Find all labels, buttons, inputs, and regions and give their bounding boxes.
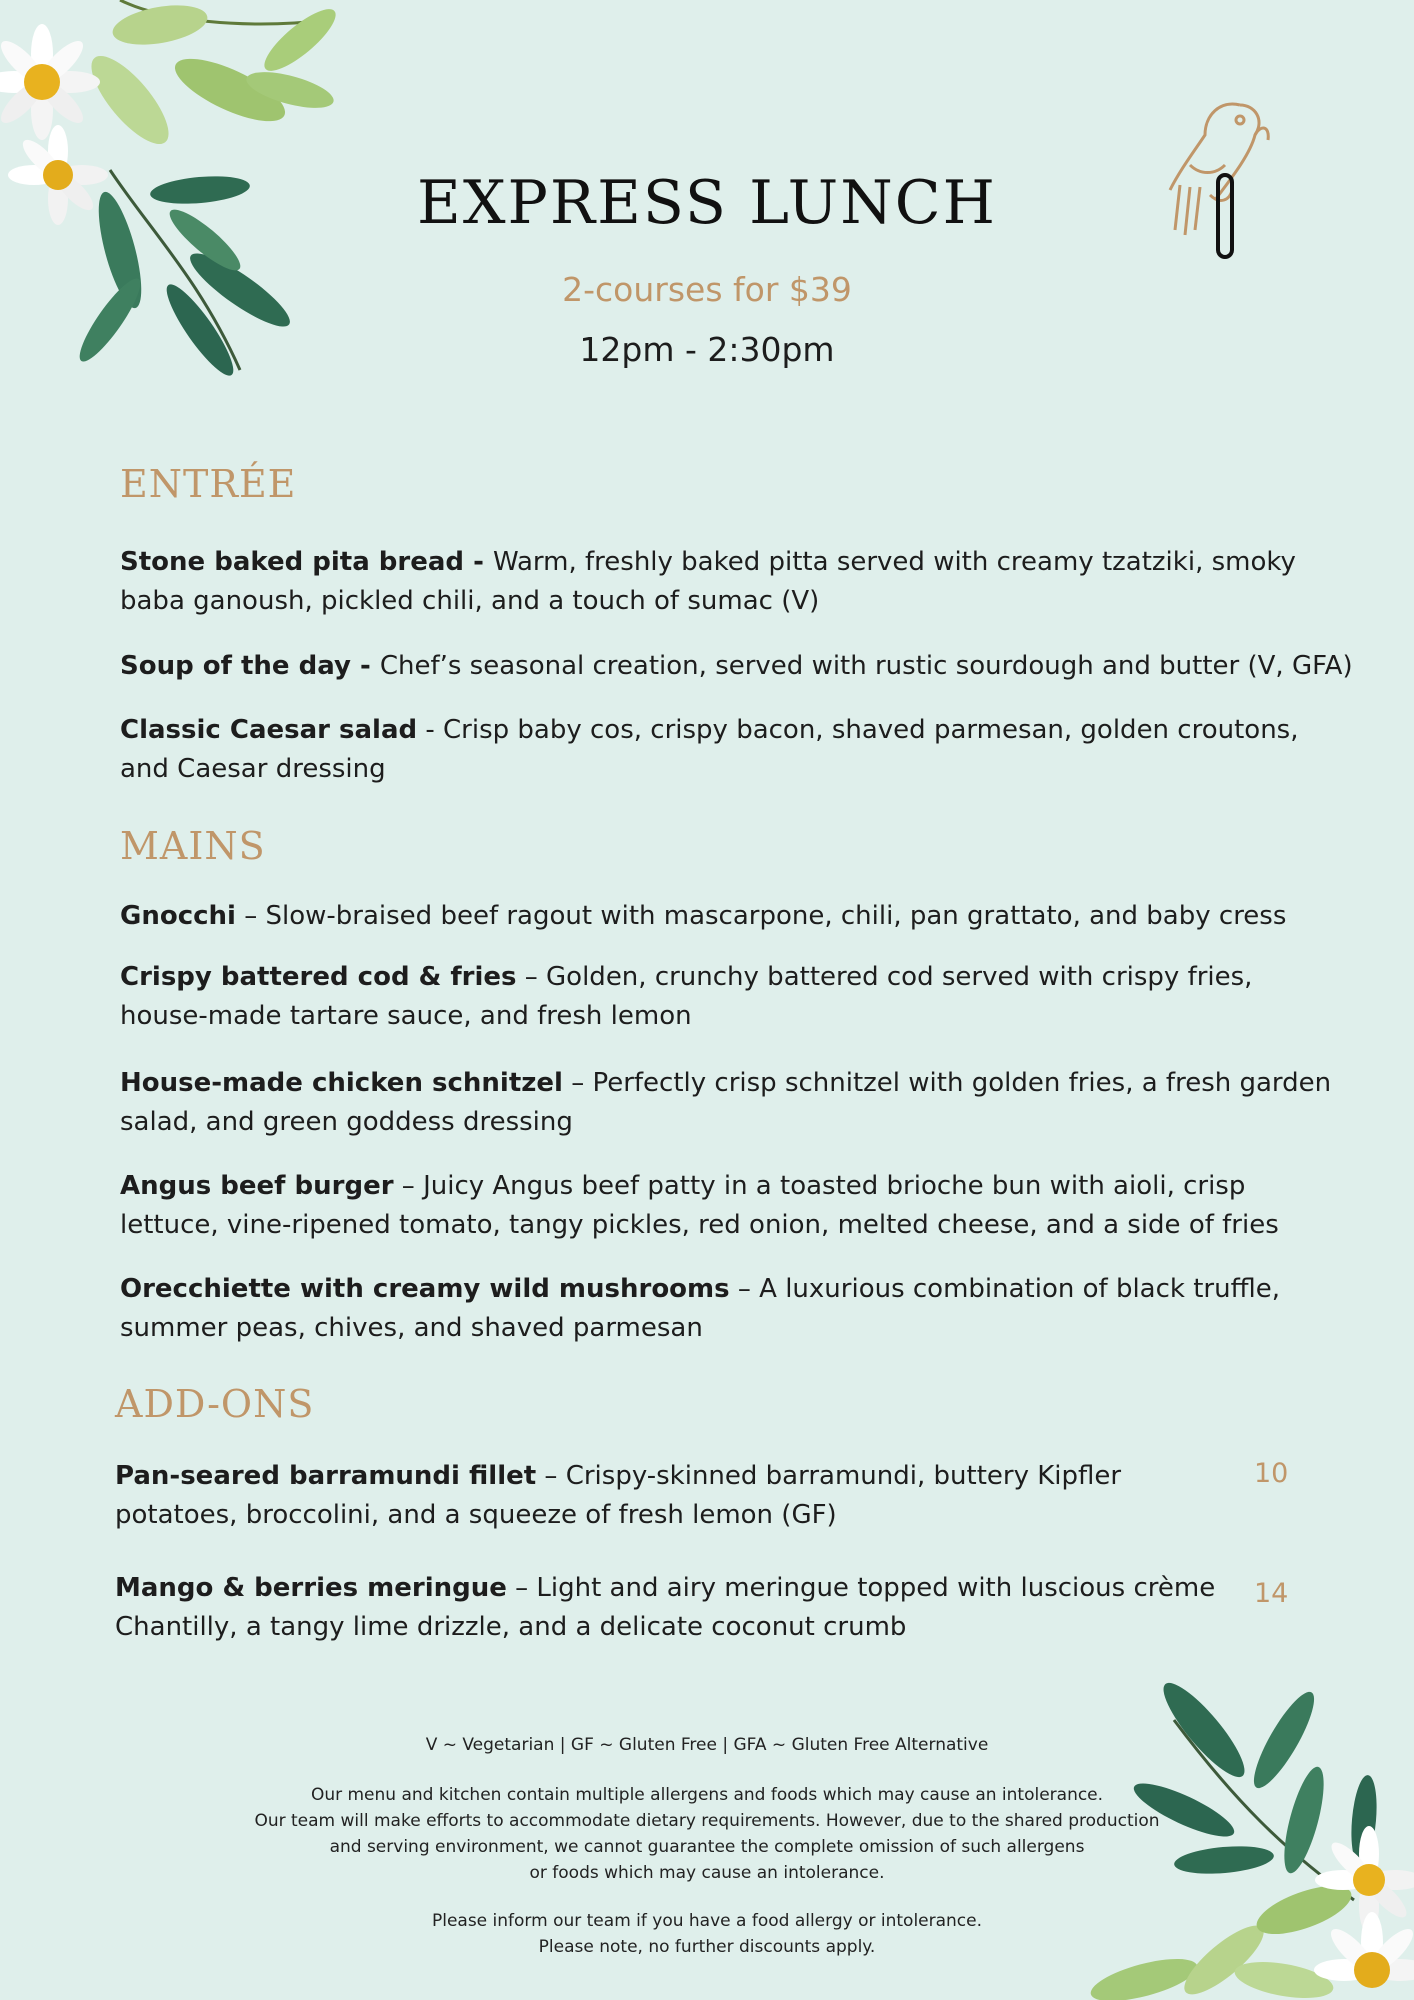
menu-item-separator: - [350, 651, 380, 681]
menu-item-description: Slow-braised beef ragout with mascarpone, chili, pan grattato, and baby cress [265, 901, 1287, 931]
menu-item-name: House-made chicken schnitzel [120, 1068, 563, 1098]
menu-item-price: 10 [1254, 1458, 1289, 1489]
allergen-line: and serving environment, we cannot guarantee the complete omission of such allergens [329, 1837, 1085, 1857]
menu-item-separator: – [562, 1068, 593, 1098]
menu-item-separator: – [235, 901, 266, 931]
menu-item-name: Pan-seared barramundi fillet [115, 1461, 537, 1491]
botanical-leaves-icon [1087, 1680, 1380, 2000]
menu-item-name: Soup of the day [120, 651, 351, 681]
allergen-line: or foods which may cause an intolerance. [529, 1863, 885, 1883]
menu-item [120, 647, 1380, 686]
menu-item [115, 1569, 1225, 1647]
menu-item [120, 1064, 1370, 1142]
menu-item-separator: – [506, 1573, 537, 1603]
allergen-line: Our menu and kitchen contain multiple allergens and foods which may cause an intolerance. [310, 1785, 1104, 1805]
menu-item [120, 897, 1380, 936]
section-title-entree: ENTRÉE [120, 462, 297, 506]
notice-line: Please note, no further discounts apply. [538, 1937, 876, 1957]
menu-item-separator: – [729, 1274, 760, 1304]
dietary-legend-text: V ~ Vegetarian | GF ~ Gluten Free | GFA ~ Gluten Free Alternative [425, 1735, 989, 1755]
price-subtitle: 2-courses for $39 [562, 270, 852, 309]
menu-item-description: Perfectly crisp schnitzel with golden fries, a fresh garden salad, and green goddess dressing [120, 1068, 1332, 1137]
menu-item-separator: - [464, 547, 493, 577]
menu-item-description: Juicy Angus beef patty in a toasted brioche bun with aioli, crisp lettuce, vine-ripened tomato, tangy pickles, red onion, melted cheese, and a side of fries [120, 1171, 1279, 1240]
menu-item-name: Gnocchi [120, 901, 236, 931]
page-title: EXPRESS LUNCH [417, 168, 997, 238]
menu-item-separator: – [516, 962, 547, 992]
menu-item-description: Golden, crunchy battered cod served with crispy fries, house-made tartare sauce, and fresh lemon [120, 962, 1253, 1031]
allergen-line: Our team will make efforts to accommodate dietary requirements. However, due to the shared production [254, 1811, 1160, 1831]
menu-item [120, 958, 1300, 1036]
menu-item-name: Orecchiette with creamy wild mushrooms [120, 1274, 730, 1304]
menu-item [120, 1270, 1300, 1348]
menu-item-separator: - [417, 715, 444, 745]
service-hours: 12pm - 2:30pm [579, 330, 835, 369]
menu-item-name: Stone baked pita bread [120, 547, 465, 577]
menu-item-description: A luxurious combination of black truffle, summer peas, chives, and shaved parmesan [120, 1274, 1280, 1343]
menu-item [115, 1457, 1245, 1535]
menu-item-name: Angus beef burger [120, 1171, 394, 1201]
menu-item-name: Mango & berries meringue [115, 1573, 507, 1603]
menu-item-name: Crispy battered cod & fries [120, 962, 517, 992]
menu-item [120, 543, 1360, 621]
menu-item-description: Crispy-skinned barramundi, buttery Kipfler potatoes, broccolini, and a squeeze of fresh lemon (GF) [115, 1461, 1122, 1530]
menu-item-description: Warm, freshly baked pitta served with creamy tzatziki, smoky baba ganoush, pickled chili, and a touch of sumac (V) [120, 547, 1296, 616]
menu-item-description: Crisp baby cos, crispy bacon, shaved parmesan, golden croutons, and Caesar dressing [120, 715, 1299, 784]
menu-item [120, 711, 1320, 789]
section-title-addons: ADD-ONS [115, 1382, 315, 1426]
menu-item-separator: – [536, 1461, 566, 1491]
notice-line: Please inform our team if you have a food allergy or intolerance. [431, 1911, 983, 1931]
section-title-mains: MAINS [120, 824, 266, 868]
menu-item-name: Classic Caesar salad [120, 715, 418, 745]
menu-item-description: Light and airy meringue topped with luscious crème Chantilly, a tangy lime drizzle, and a delicate coconut crumb [115, 1573, 1216, 1642]
botanical-decoration-bottom-right [1054, 1680, 1414, 2000]
menu-item-separator: – [393, 1171, 424, 1201]
menu-item-price: 14 [1254, 1578, 1289, 1609]
menu-item-description: Chef’s seasonal creation, served with rustic sourdough and butter (V, GFA) [379, 651, 1353, 681]
menu-item [120, 1167, 1350, 1245]
